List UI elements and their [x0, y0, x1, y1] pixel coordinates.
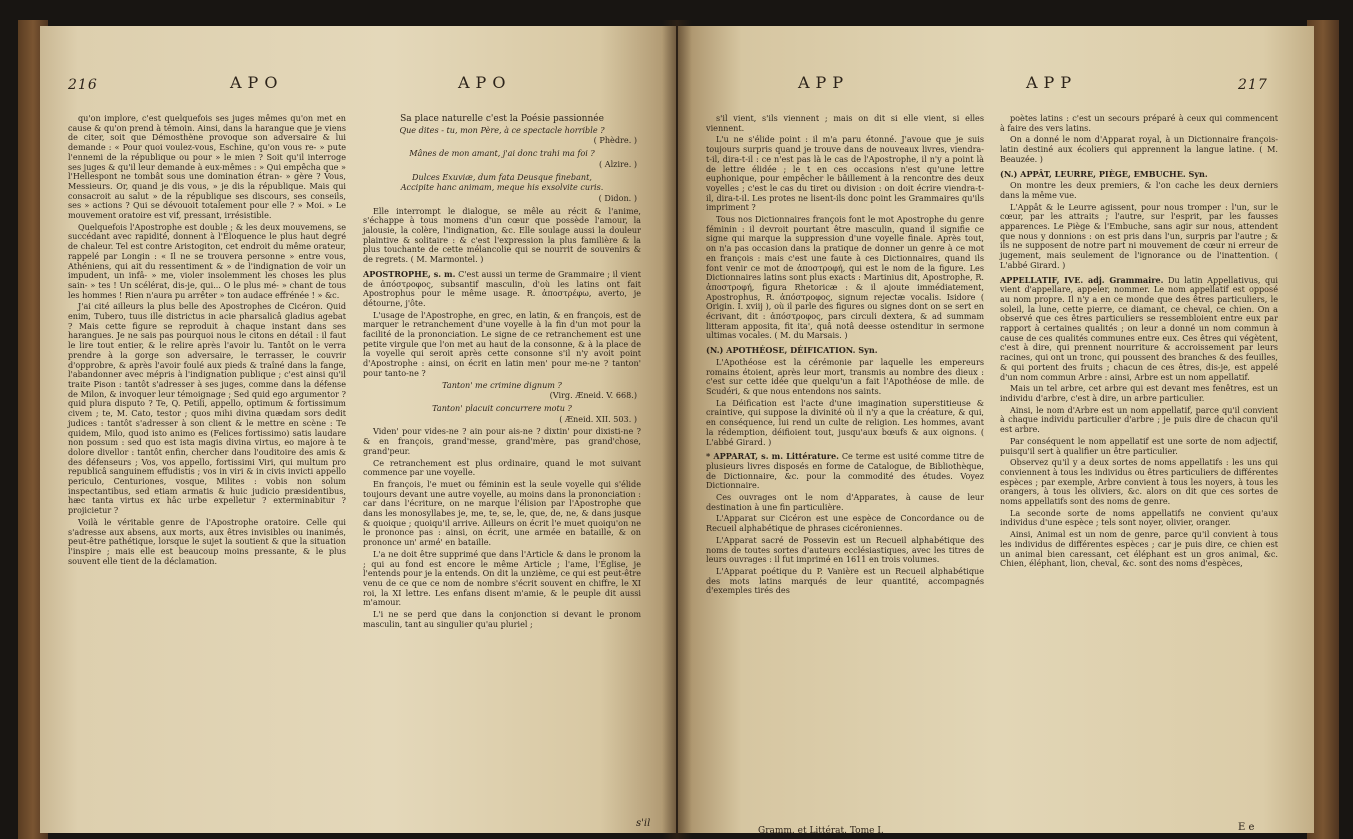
- quote-source: ( Phèdre. ): [593, 135, 637, 146]
- entry-heading: (N.) APPÂT, LEURRE, PIÈGE, EMBUCHE. Syn.: [1000, 168, 1208, 179]
- quote: Que dites - tu, mon Père, à ce spectacle horrible ?: [399, 124, 605, 135]
- paragraph: Observez qu'il y a deux sortes de noms appellatifs : les uns qui conviennent à tous les individus ou êtres particuliers de différentes espèces ; par exemple, Arbre convient à tous les noyers, à tous les orangers, à tous les oliviers, &c. alors on dit que ces sortes de noms appellatifs sont des noms de genre.: [1000, 457, 1278, 507]
- paragraph: L'u ne s'élide point : il m'a paru étonné. J'avoue que je suis toujours surpris quand je trouve dans de nouveaux livres, viendra-t-il, dira-t-il : ce n'est pas là le cas de l'Apostrophe, il n'y a point là de lettre élidée ; le t en ces occasions n'est qu'une lettre euphonique, pour empêcher le bâillement à la rencontre des deux voyelles ; c'est le cas du tiret ou division : on doit écrire viendra-t-il, dira-t-il. Les protes ne lisent-ils donc point les Grammaires qu'ils impriment ?: [706, 134, 984, 213]
- paragraph: Ainsi, Animal est un nom de genre, parce qu'il convient à tous les individus de différentes espèces ; car je puis dire, ce chien est un animal bien caressant, cet éléphant est un gros animal, &c. Chien, éléphant, lion, cheval, &c. sont des noms d'espèces,: [1000, 529, 1278, 569]
- verse-source: (Virg. Æneid. V. 668.): [549, 390, 637, 401]
- catchword: s'il: [636, 818, 651, 829]
- paragraph: Mais un tel arbre, cet arbre qui est devant mes fenêtres, est un individu d'arbre, c'est à dire, un arbre particulier.: [1000, 383, 1278, 403]
- verse-source: ( Æneid. XII. 503. ): [559, 413, 637, 424]
- paragraph: Ce retranchement est plus ordinaire, quand le mot suivant commence par une voyelle.: [363, 457, 641, 478]
- paragraph: Viden' pour vides-ne ? ain pour ais-ne ? dixtin' pour dixisti-ne ? & en françois, grand'messe, grand'mère, pas grand'chose, grand'peur.: [363, 426, 641, 456]
- verse: Tanton' me crimine dignum ?: [442, 379, 562, 390]
- intro-line: Sa place naturelle c'est la Poésie passionnée: [400, 114, 604, 124]
- paragraph: La seconde sorte de noms appellatifs ne convient qu'aux individus d'une espèce ; tels sont noyer, olivier, oranger.: [1000, 507, 1278, 528]
- paragraph: Ainsi, le nom d'Arbre est un nom appellatif, parce qu'il convient à chaque individu particulier d'arbre ; je puis dire de chacun qu'il est arbre.: [1000, 404, 1278, 435]
- left-page-column-2: [363, 114, 641, 631]
- running-head-right: APO: [458, 73, 512, 92]
- paragraph: J'ai cité ailleurs la plus belle des Apostrophes de Cicéron. Quid enim, Tubero, tuus ille districtus in acie pharsalicâ gladius agebat ? Mais cette figure se reproduit à chaque instant dans ses harangues. Je ne sais pas pourquoi nous le citons en détail : il faut le lire tout entier, & le relire après l'avoir lu. Tantôt on le verra prendre à la gorge son adversaire, le terrasser, le couvrir d'opprobre, & après l'avoir foulé aux pieds & traîné dans la fange, l'abandonner avec mépris à l'indignation publique ; c'est ainsi qu'il traite Pison : tantôt s'adresser à ses juges, comme dans la défense de Milon, & invoquer leur témoignage ; Sed quid ego argumentor ? quid plura disputo ? Te, Q. Petili, appello, optimum & fortissimum civem ; te, M. Cato, testor ; quos mihi divina quædam sors dedit judices : tantôt s'adresser à son client & le mettre en scène : Te quidem, Milo, quod isto animo es (Felices fortissimo) satis laudare non possum : sed quo est ista magis divina virtus, eo majore à te dolore divellor : tantôt enfin, chercher dans l'ouditoire des amis & des défenseurs ; Vos, vos appello, fortissimi Viri, qui multum pro republicâ sanguinem effudistis ; vos in viri & in civis invicti appello periculo, Centuriones, vosque, Milites : vobis non solum inspectantibus, sed etiam armatis & huic judicio præsidentibus, hæc tanta virtus ex hâc urbe expelletur ? exterminabitur ? projicietur ?: [68, 301, 346, 516]
- entry-title: * APPARAT, s. m. Littérature.: [706, 451, 839, 462]
- verse: Tanton' placuit concurrere motu ?: [432, 402, 572, 413]
- paragraph: L'a ne doit être supprimé que dans l'Article & dans le pronom la ; qui au fond est encore le même Article ; l'ame, l'Église, je l'entends pour je la entends. On dit la unzième, ce qui est peut-être venu de ce que ce nom de nombre s'écrit souvent en chiffre, le XI roi, la XI lettre. Les enfans disent m'amie, & le peuple dit aussi m'amour.: [363, 548, 641, 608]
- right-page-column-1: [706, 114, 984, 598]
- paragraph: Quelquefois l'Apostrophe est double ; & les deux mouvemens, se succédant avec rapidité, donnent à l'Éloquence le plus haut degré de chaleur. Tel est contre Aristogiton, cet endroit du même orateur, rappelé par Longin : « Il ne se trouvera personne » entre vous, Athéniens, qui ait du ressentiment & » de l'indignation de voir un impudent, un infâ- » me, violer insolemment les choses les plus sain- » tes ! Un scélérat, dis-je, qui... O le plus mé- » chant de tous les hommes ! Rien n'aura pu arrêter » ton audace effrénée ! » &c.: [68, 221, 346, 300]
- entry-title: APOSTROPHE, s. m.: [363, 268, 456, 279]
- paragraph: On a donné le nom d'Apparat royal, à un Dictionnaire françois-latin destiné aux écoliers qui apprennent la langue latine. ( M. Beauzée. ): [1000, 134, 1278, 164]
- quote-source: ( Didon. ): [598, 192, 637, 203]
- entry-heading: [363, 270, 641, 309]
- left-page-header: [40, 73, 676, 99]
- left-page-column-1: [68, 114, 346, 568]
- paragraph: L'Apothéose est la cérémonie par laquelle les empereurs romains étoient, après leur mort, transmis au nombre des dieux : c'est sur cette idée que quelqu'un a fait l'Apothéose de mlle. de Scudéri, & que nous entendons nos saints.: [706, 356, 984, 396]
- entry-heading: [1000, 276, 1278, 383]
- entry-heading: [706, 452, 984, 491]
- quote: Mânes de mon amant, j'ai donc trahi ma foi ?: [409, 148, 595, 159]
- paragraph: L'Apparat poétique du P. Vanière est un Recueil alphabétique des mots latins marqués de leur quantité, accompagnés d'exemples tirés des: [706, 565, 984, 596]
- quote-source: ( Alzire. ): [599, 158, 637, 169]
- paragraph: L'Apparat sur Cicéron est une espèce de Concordance ou de Recueil alphabétique de phrases cicéroniennes.: [706, 513, 984, 534]
- paragraph: Par conséquent le nom appellatif est une sorte de nom adjectif, puisqu'il sert à qualifier un être particulier.: [1000, 435, 1278, 456]
- paragraph: L'Apparat sacré de Possevin est un Recueil alphabétique des noms de toutes sortes d'auteurs ecclésiastiques, avec les titres de leurs ouvrages : il fut imprimé en 1611 en trois volumes.: [706, 534, 984, 565]
- running-head-left: APO: [230, 73, 284, 92]
- paragraph: La Déification est l'acte d'une imagination superstitieuse & craintive, qui suppose la divinité où il n'y a que la créature, & qui, en conséquence, lui rend un culte de religion. Les hommes, avant la rédemption, déifioient tout, jusqu'aux bœufs & aux oignons. ( L'abbé Girard. ): [706, 397, 984, 447]
- paragraph: Ces ouvrages ont le nom d'Apparates, à cause de leur destination à une fin particulière.: [706, 492, 984, 512]
- paragraph: L'Appât & le Leurre agissent, pour nous tromper : l'un, sur le cœur, par les attraits ; l'autre, sur l'esprit, par les fausses apparences. Le Piège & l'Embuche, sans agir sur nous, attendent que nous y donnions : on est pris dans l'un, surpris par l'autre ; & ils ne supposent de notre part ni mouvement de cœur ni erreur de jugement, mais seulement de l'ignorance ou de l'inattention. ( L'abbé Girard. ): [1000, 201, 1278, 270]
- running-head-left: APP: [798, 73, 850, 92]
- quote: Accipite hanc animam, meque his exsolvite curis.: [400, 182, 604, 193]
- quote: Dulces Exuviæ, dum fata Deusque finebant,: [412, 171, 592, 182]
- signature-line: Gramm. et Littérat. Tome I.: [758, 826, 884, 833]
- paragraph: L'i ne se perd que dans la conjonction si devant le pronom masculin, tant au singulier qu'au pluriel ;: [363, 609, 641, 629]
- right-page-header: [678, 73, 1314, 99]
- entry-title: APPELLATIF, IVE. adj. Grammaire.: [1000, 274, 1164, 285]
- page-number: 216: [68, 77, 98, 93]
- paragraph: qu'on implore, c'est quelquefois ses juges mêmes qu'on met en cause & qu'on prend à témoin. Ainsi, dans la harangue que je viens de citer, soit que Démosthène provoque son adversaire & lui demande : « Pour quoi voulez-vous, Eschine, qu'on vous re- » pute l'ennemi de la république ou pour » le mien ? Soit qu'il interroge ses juges & qu'il leur demande à eux-mêmes : » Qui empêcha que » l'Hellespont ne tombât sous une domination étran- » gère ? Vous, Messieurs. Or, quand je dis vous, » je dis la république. Mais qui consacroit au salut » de la république ses discours, ses conseils, ses » actions ? Qui se dévouoit totalement pour elle ? » Moi. » Le mouvement oratoire est vif, pressant, irrésistible.: [68, 113, 346, 221]
- book-gutter: [662, 20, 692, 839]
- paragraph: Tous nos Dictionnaires françois font le mot Apostrophe du genre féminin : il devroit pourtant être masculin, quand il signifie ce signe qui marque la suppression d'une voyelle finale. Après tout, on n'a pas occasion dans la pratique de donner un genre à ce mot en françois : mais c'est une faute à ces Dictionnaires, quand ils font venir ce mot de ἀποστροφή, qui est le nom de la figure. Les Dictionnaires latins sont plus exacts : Martinius dit, Apostrophe, R. ἀποστροφή, figura Rhetoricæ : & il ajoute immédiatement, Apostrophus, R. ἀπόστροφος, signum rejectæ vocalis. Isidore ( Origin. I. xviij ), où il parle des figures ou signes dont on se sert en écrivant, dit : ἀπόστροφος, pars circuli dextera, & ad summam litteram apposita, fit ita', quâ notâ deesse ostenditur in sermone ultimas vocales. ( M. du Marsais. ): [706, 214, 984, 341]
- entry-text: Du latin Appellativus, qui vient d'appellare, appeler, nommer. Le nom appellatif est opposé au nom propre. Il n'y a en ce monde que des êtres particuliers, le soleil, la lune, cette pierre, ce diamant, ce cheval, ce chien. On a observé que ces êtres particuliers se ressembloient entre eux par rapport à certaines qualités ; on leur a donné un nom commun à cause de ces qualités communes entre eux. Ces êtres qui végètent, c'est à dire, qui prennent nourriture & accroissement par leurs racines, qui ont un tronc, qui poussent des branches & des feuilles, & qui portent des fruits ; chacun de ces êtres, dis-je, est appelé d'un nom commun Arbre : ainsi, Arbre est un nom appellatif.: [1000, 274, 1278, 382]
- page-number: 217: [1238, 77, 1268, 93]
- paragraph: Elle interrompt le dialogue, se mêle au récit & l'anime, s'échappe à tous momens d'un cœur que possède l'amour, la jalousie, la colère, l'indignation, &c. Elle soulage aussi la douleur plaintive & solitaire : & c'est l'expression la plus familière & la plus touchante de cette mélancolie qui se nourrit de souvenirs & de regrets. ( M. Marmontel. ): [363, 205, 641, 265]
- paragraph: poètes latins : c'est un secours préparé à ceux qui commencent à faire des vers latins.: [1000, 113, 1278, 133]
- left-page: [40, 26, 676, 833]
- paragraph: s'il vient, s'ils viennent ; mais on dit si elle vient, si elles viennent.: [706, 113, 984, 133]
- entry-heading: (N.) APOTHÉOSE, DÉIFICATION. Syn.: [706, 345, 878, 356]
- paragraph: On montre les deux premiers, & l'on cache les deux derniers dans la même vue.: [1000, 180, 1278, 200]
- entry-text: C'est aussi un terme de Grammaire ; il vient de ἀπόστροφος, subsantif masculin, d'où les latins ont fait Apostrophus pour le même usage. R. ἀποστρέφω, averto, je détourne, j'ôte.: [363, 268, 641, 308]
- right-page: [678, 26, 1314, 833]
- running-head-right: APP: [1026, 73, 1078, 92]
- paragraph: En françois, l'e muet ou féminin est la seule voyelle qui s'élide toujours devant une autre voyelle, au moins dans la prononciation : car dans l'écriture, on ne marque l'élision par l'Apostrophe que dans les monosyllabes je, me, te, se, le, que, de, ne, & dans jusque & quoique ; quoiqu'il arrive. Ailleurs on écrit l'e muet quoiqu'on ne le prononce pas : ainsi, on écrit, une armée en bataille, & on prononce un' armé' en bataille.: [363, 478, 641, 548]
- entry-text: Ce terme est usité comme titre de plusieurs livres disposés en forme de Catalogue, de Bibliothèque, de Dictionnaire, &c. pour la commodité des études. Voyez Dictionnaire.: [706, 451, 984, 491]
- paragraph: Voilà le véritable genre de l'Apostrophe oratoire. Celle qui s'adresse aux absens, aux morts, aux êtres invisibles ou inanimés, peut-être pathétique, lorsque le sujet la soutient & que la situation l'inspire ; mais elle est beaucoup moins pressante, & le plus souvent elle tient de la déclamation.: [68, 516, 346, 566]
- paragraph: L'usage de l'Apostrophe, en grec, en latin, & en françois, est de marquer le retranchement d'une voyelle à la fin d'un mot pour la facilité de la prononciation. Le signe de ce retranchement est une petite virgule que l'on met au haut de la consonne, & à la place de la voyelle qui seroit après cette consonne s'il n'y avoit point d'Apostrophe : ainsi, on écrit en latin men' pour me-ne ? tanton' pour tanto-ne ?: [363, 309, 641, 378]
- right-page-column-2: [1000, 114, 1278, 571]
- catchword: E e: [1238, 822, 1255, 833]
